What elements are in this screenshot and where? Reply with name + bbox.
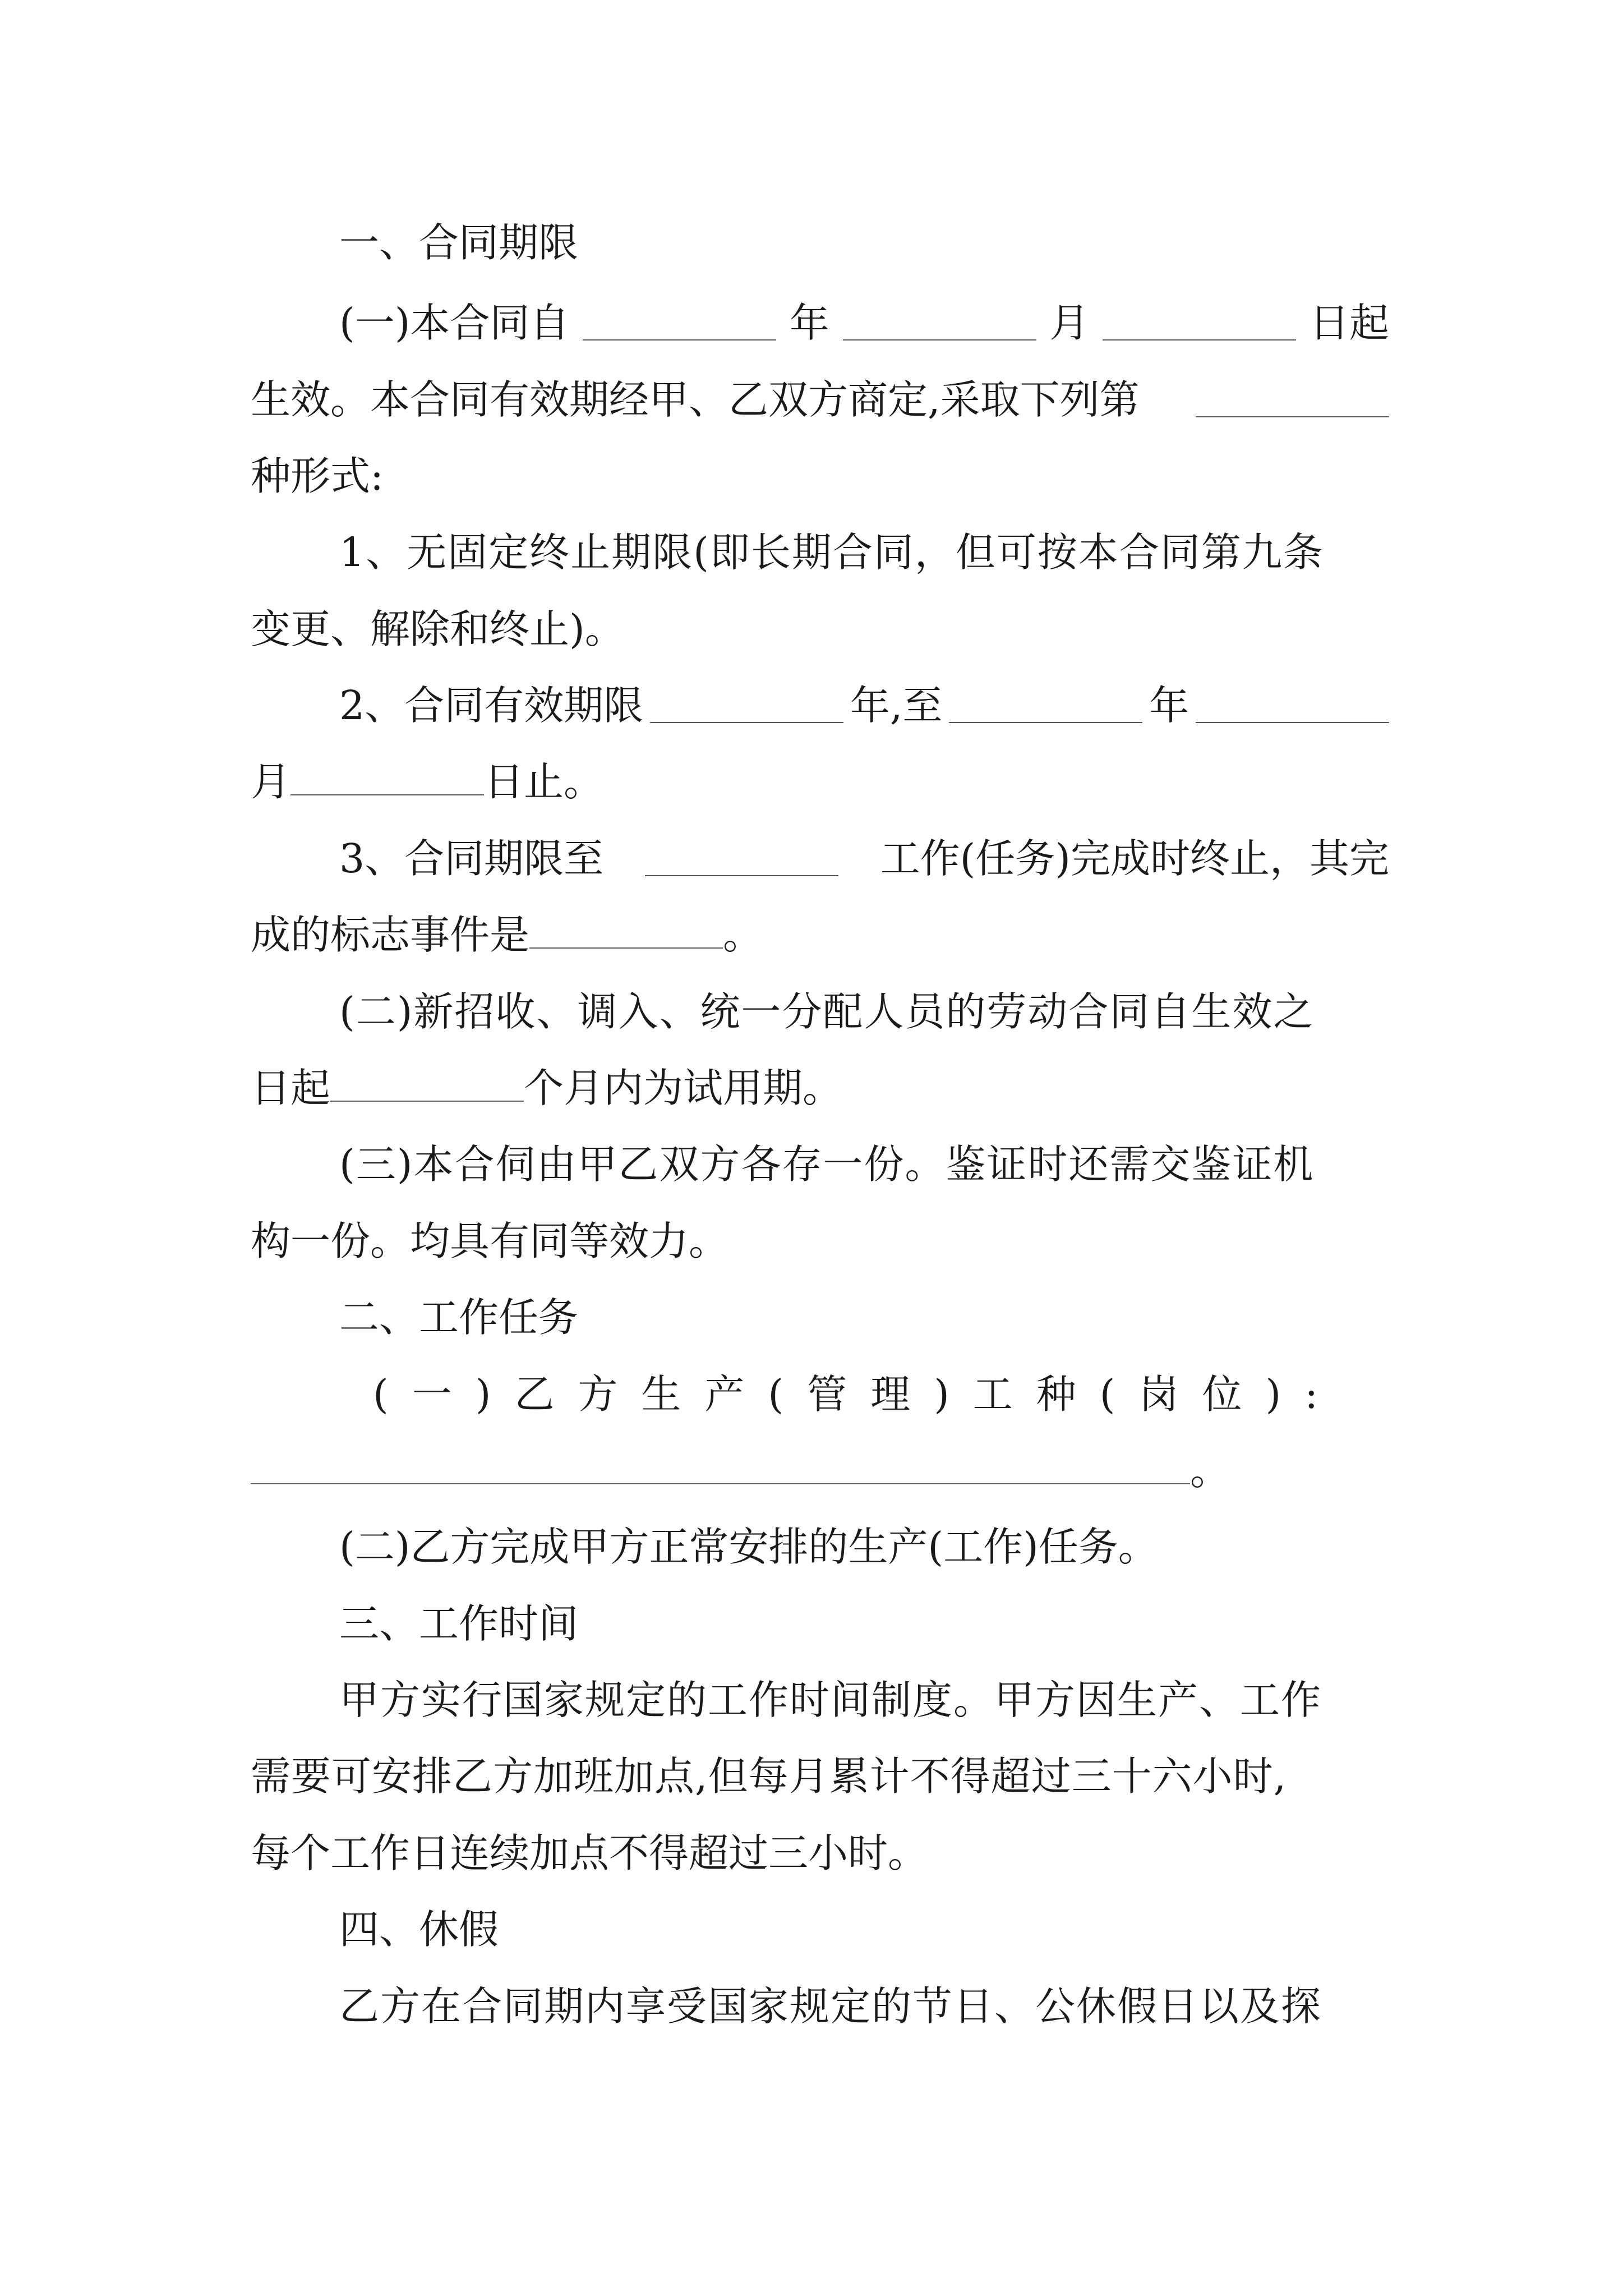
text-segment: 年,至 bbox=[850, 682, 943, 729]
text-segment: 个月内为试用期。 bbox=[524, 1065, 843, 1111]
text-segment: 需要可安排乙方加班加点,但每月累计不得超过三十六小时, bbox=[251, 1753, 1287, 1800]
fill-blank-end-year[interactable] bbox=[949, 688, 1142, 723]
heading-text: 一、合同期限 bbox=[339, 219, 579, 266]
list-item-2 bbox=[339, 679, 1389, 733]
text-segment: 1、无固定终止期限(即长期合同，但可按本合同第九条 bbox=[339, 529, 1324, 576]
section-heading-hours bbox=[339, 1597, 1478, 1651]
paragraph-task-completion bbox=[339, 1520, 1478, 1574]
text-segment: (一)本合同自 bbox=[339, 300, 570, 346]
text-segment: 每个工作日连续加点不得超过三小时。 bbox=[251, 1830, 928, 1876]
text-segment: 3、合同期限至 bbox=[339, 835, 604, 882]
paragraph-effective-date-cont bbox=[251, 373, 1389, 427]
fill-blank-event[interactable] bbox=[529, 914, 723, 949]
text-segment: (一)乙方生产(管理)工种(岗位): bbox=[373, 1371, 1342, 1418]
list-item-1-cont bbox=[251, 602, 1389, 656]
text-segment: 种形式: bbox=[251, 453, 384, 499]
text-segment: 年 bbox=[1149, 682, 1189, 729]
paragraph-hours-end bbox=[251, 1826, 1389, 1880]
fill-blank-months[interactable] bbox=[330, 1067, 524, 1102]
text-segment: 乙方在合同期内享受国家规定的节日、公休假日以及探 bbox=[339, 1983, 1322, 2030]
paragraph-job-type bbox=[373, 1368, 1389, 1421]
section-heading-tasks bbox=[339, 1291, 1478, 1345]
fill-blank-years[interactable] bbox=[650, 688, 843, 723]
text-segment: 2、合同有效期限 bbox=[339, 682, 644, 729]
fill-blank-day[interactable] bbox=[1103, 306, 1296, 341]
text-segment: 生效。本合同有效期经甲、乙双方商定,采取下列第 bbox=[251, 376, 1140, 423]
fill-blank-form-number[interactable] bbox=[1196, 383, 1389, 417]
fill-blank-end-day[interactable] bbox=[291, 761, 484, 795]
text-segment: 甲方实行国家规定的工作时间制度。甲方因生产、工作 bbox=[339, 1677, 1322, 1723]
paragraph-probation-cont bbox=[251, 1061, 1389, 1115]
list-item-1 bbox=[339, 526, 1478, 579]
text-segment: 成的标志事件是 bbox=[251, 912, 530, 958]
fill-blank-year[interactable] bbox=[583, 306, 776, 341]
text-segment: 构一份。均具有同等效力。 bbox=[251, 1218, 729, 1264]
text-segment: 日起 bbox=[251, 1065, 331, 1111]
paragraph-hours-cont bbox=[251, 1750, 1389, 1803]
list-item-2-cont bbox=[251, 755, 1389, 809]
fill-blank-month[interactable] bbox=[843, 306, 1036, 341]
text-segment: (二)新招收、调入、统一分配人员的劳动合同自生效之 bbox=[339, 988, 1315, 1035]
heading-text: 三、工作时间 bbox=[339, 1600, 579, 1647]
paragraph-effective-date bbox=[339, 296, 1389, 350]
fill-blank-task[interactable] bbox=[645, 841, 838, 876]
list-item-3 bbox=[339, 832, 1389, 886]
text-segment: 变更、解除和终止)。 bbox=[251, 606, 625, 652]
text-segment: 日止。 bbox=[484, 758, 604, 805]
paragraph-probation bbox=[339, 985, 1478, 1039]
text-segment: 工作(任务)完成时终止，其完 bbox=[880, 835, 1389, 882]
text-segment: 。 bbox=[723, 912, 763, 958]
text-segment: (二)乙方完成甲方正常安排的生产(工作)任务。 bbox=[339, 1524, 1158, 1570]
paragraph-job-type-cont bbox=[251, 1444, 1389, 1498]
paragraph-copies bbox=[339, 1138, 1478, 1191]
text-segment: 日起 bbox=[1309, 300, 1389, 346]
list-item-3-cont bbox=[251, 908, 1389, 962]
text-segment: 月 bbox=[1049, 300, 1090, 346]
heading-text: 二、工作任务 bbox=[339, 1294, 579, 1341]
fill-blank-end-month[interactable] bbox=[1196, 688, 1389, 723]
section-heading-term bbox=[339, 216, 1478, 270]
text-segment: (三)本合伺由甲乙双方各存一份。鉴证时还需交鉴证机 bbox=[339, 1141, 1315, 1188]
text-segment: 年 bbox=[789, 300, 829, 346]
text-segment: 月 bbox=[251, 758, 291, 805]
fill-blank-job-type[interactable] bbox=[251, 1450, 1190, 1484]
paragraph-hours bbox=[339, 1673, 1478, 1727]
paragraph-leave bbox=[339, 1980, 1478, 2033]
paragraph-copies-cont bbox=[251, 1214, 1389, 1268]
heading-text: 四、休假 bbox=[339, 1906, 499, 1953]
section-heading-leave bbox=[339, 1903, 1478, 1957]
text-segment: 。 bbox=[1190, 1447, 1230, 1494]
paragraph-effective-date-end bbox=[251, 449, 1389, 503]
